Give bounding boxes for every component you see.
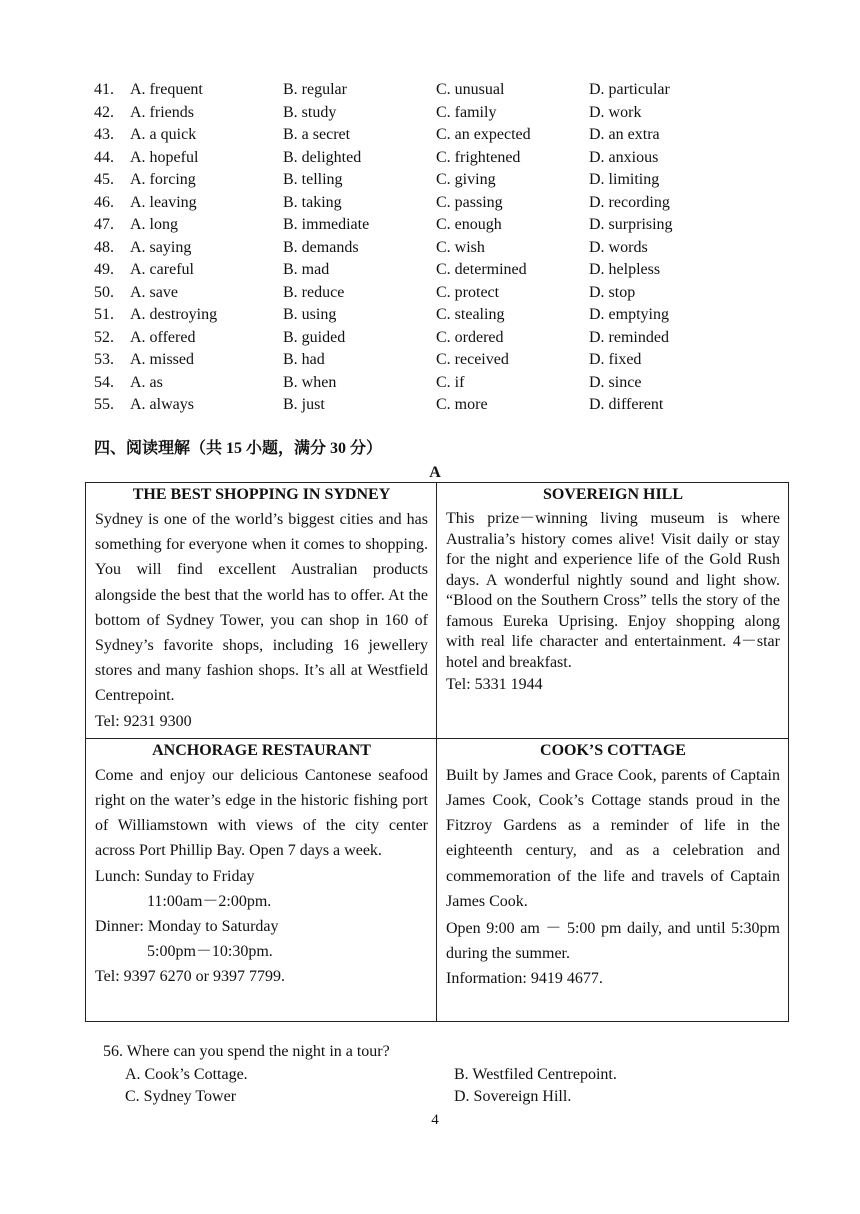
- option-b: B. using: [283, 306, 337, 323]
- ad-cottage-hours: Open 9:00 am － 5:00 pm daily, and until 5:30pm during the summer.: [446, 920, 780, 963]
- option-a: A. save: [130, 283, 178, 301]
- question-56: 56. Where can you spend the night in a tour?: [103, 1043, 390, 1060]
- option-d: D. since: [589, 373, 642, 391]
- option-d: D. surprising: [589, 216, 673, 233]
- ad-sovereign-body: This prize－winning living museum is where Australia’s history comes alive! Visit daily or stay for the night and experience life of the Gold Rush days. A wonderful nightly sound and light show. “Blood on the Southern Cross” tells the story of the famous Eureka Uprising. Enjoy shopping along with real life character and entertainment. 4－star hotel and breakfast.: [446, 510, 780, 671]
- option-a: A. forcing: [130, 171, 196, 188]
- ad-shopping-tel: Tel: 9231 9300: [95, 712, 192, 730]
- ad-cottage-info: Information: 9419 4677.: [446, 970, 603, 988]
- ad-anchorage-dinner-label: Dinner: Monday to Saturday: [95, 918, 279, 936]
- question-number: 48.: [94, 238, 114, 256]
- option-b: B. when: [283, 373, 337, 391]
- option-d: D. emptying: [589, 306, 669, 323]
- option-b: B. taking: [283, 193, 342, 211]
- option-b: B. telling: [283, 171, 343, 188]
- question-number: 47.: [94, 216, 114, 233]
- option-c: C. unusual: [436, 81, 505, 98]
- option-a: A. leaving: [130, 193, 197, 211]
- option-a: A. offered: [130, 328, 196, 346]
- question-number: 55.: [94, 396, 114, 413]
- passage-label: A: [429, 464, 441, 481]
- option-c: C. enough: [436, 216, 502, 233]
- option-a: A. long: [130, 216, 178, 233]
- question-number: 53.: [94, 351, 114, 368]
- ad-anchorage-cell: [86, 738, 437, 1021]
- option-d: D. helpless: [589, 261, 661, 278]
- option-d: D. limiting: [589, 171, 660, 188]
- option-b: B. mad: [283, 261, 330, 278]
- option-a: A. frequent: [130, 81, 203, 98]
- option-d: D. recording: [589, 193, 670, 211]
- question-number: 44.: [94, 148, 114, 166]
- ad-anchorage-lunch-label: Lunch: Sunday to Friday: [95, 867, 255, 885]
- ad-shopping-cell: [86, 483, 437, 739]
- option-c: C. received: [436, 351, 509, 368]
- section-title: 四、阅读理解（共 15 小题，满分 30 分）: [94, 440, 383, 457]
- option-d: D. work: [589, 103, 642, 121]
- ad-cottage-cell: [437, 738, 789, 1021]
- question-number: 42.: [94, 103, 114, 121]
- option-c: C. determined: [436, 261, 527, 278]
- option-b: B. regular: [283, 81, 347, 98]
- ad-anchorage-tel: Tel: 9397 6270 or 9397 7799.: [95, 968, 285, 986]
- question-number: 51.: [94, 306, 114, 323]
- question-number: 45.: [94, 171, 114, 188]
- question-56-option-b: B. Westfiled Centrepoint.: [454, 1066, 617, 1083]
- option-a: A. hopeful: [130, 148, 199, 166]
- question-56-option-c: C. Sydney Tower: [125, 1088, 237, 1105]
- ad-shopping-title: THE BEST SHOPPING IN SYDNEY: [132, 486, 391, 503]
- ad-sovereign-cell: [437, 483, 789, 739]
- ad-anchorage-lunch-time: 11:00am－2:00pm.: [147, 892, 272, 910]
- ad-cottage-title: COOK’S COTTAGE: [540, 741, 686, 759]
- option-a: A. careful: [130, 261, 194, 278]
- option-d: D. an extra: [589, 126, 660, 143]
- option-b: B. delighted: [283, 148, 362, 166]
- option-a: A. as: [130, 373, 163, 391]
- option-a: A. friends: [130, 103, 194, 121]
- option-a: A. destroying: [130, 306, 218, 323]
- ad-anchorage-body: Come and enjoy our delicious Cantonese seafood right on the water’s edge in the historic fishing port of Williamstown with views of the city center across Port Phillip Bay. Open 7 days a week.: [95, 766, 428, 860]
- option-c: C. giving: [436, 171, 496, 188]
- option-b: B. study: [283, 103, 337, 121]
- question-56-option-d: D. Sovereign Hill.: [454, 1088, 572, 1105]
- option-d: D. particular: [589, 81, 670, 98]
- ad-anchorage-title: ANCHORAGE RESTAURANT: [152, 741, 371, 759]
- question-number: 49.: [94, 261, 114, 278]
- option-a: A. a quick: [130, 126, 197, 143]
- option-b: B. just: [283, 396, 325, 413]
- ad-sovereign-tel: Tel: 5331 1944: [446, 676, 543, 693]
- option-b: B. immediate: [283, 216, 370, 233]
- option-c: C. more: [436, 396, 488, 413]
- ad-anchorage-dinner-time: 5:00pm－10:30pm.: [147, 943, 273, 961]
- option-a: A. saying: [130, 238, 192, 256]
- option-c: C. frightened: [436, 148, 521, 166]
- option-d: D. reminded: [589, 328, 669, 346]
- option-c: C. stealing: [436, 306, 505, 323]
- ad-shopping-body: Sydney is one of the world’s biggest cities and has something for everyone when it comes to shopping. You will find excellent Australian products alongside the best that the world has to offer. At the bottom of Sydney Tower, you can shop in 160 of Sydney’s favorite shops, including 16 jewellery stores and many fashion shops. It’s all at Westfield Centrepoint.: [95, 511, 428, 705]
- option-b: B. guided: [283, 328, 346, 346]
- question-number: 50.: [94, 283, 114, 301]
- option-a: A. always: [130, 396, 194, 413]
- option-d: D. anxious: [589, 148, 659, 166]
- option-c: C. ordered: [436, 328, 504, 346]
- ad-sovereign-title: SOVEREIGN HILL: [542, 486, 684, 503]
- option-b: B. a secret: [283, 126, 351, 143]
- option-c: C. an expected: [436, 126, 531, 143]
- question-number: 43.: [94, 126, 114, 143]
- option-b: B. reduce: [283, 283, 345, 301]
- option-c: C. passing: [436, 193, 503, 211]
- advertisement-table: [85, 482, 789, 1022]
- option-b: B. demands: [283, 238, 359, 256]
- option-b: B. had: [283, 351, 325, 368]
- question-56-option-a: A. Cook’s Cottage.: [125, 1066, 248, 1083]
- question-number: 54.: [94, 373, 114, 391]
- page-number: 4: [431, 1112, 439, 1128]
- option-c: C. wish: [436, 238, 485, 256]
- option-c: C. if: [436, 373, 465, 391]
- option-d: D. stop: [589, 283, 636, 301]
- ad-cottage-body: Built by James and Grace Cook, parents of Captain James Cook, Cook’s Cottage stands proud in the Fitzroy Gardens as a reminder of life in the eighteenth century, and as a celebration and commemoration of the life and travels of Captain James Cook.: [446, 766, 780, 910]
- option-a: A. missed: [130, 351, 194, 368]
- option-d: D. different: [589, 396, 664, 413]
- option-c: C. family: [436, 103, 497, 121]
- question-number: 41.: [94, 81, 114, 98]
- option-d: D. fixed: [589, 351, 642, 368]
- question-number: 52.: [94, 328, 114, 346]
- option-d: D. words: [589, 238, 648, 256]
- question-number: 46.: [94, 193, 114, 211]
- option-c: C. protect: [436, 283, 500, 301]
